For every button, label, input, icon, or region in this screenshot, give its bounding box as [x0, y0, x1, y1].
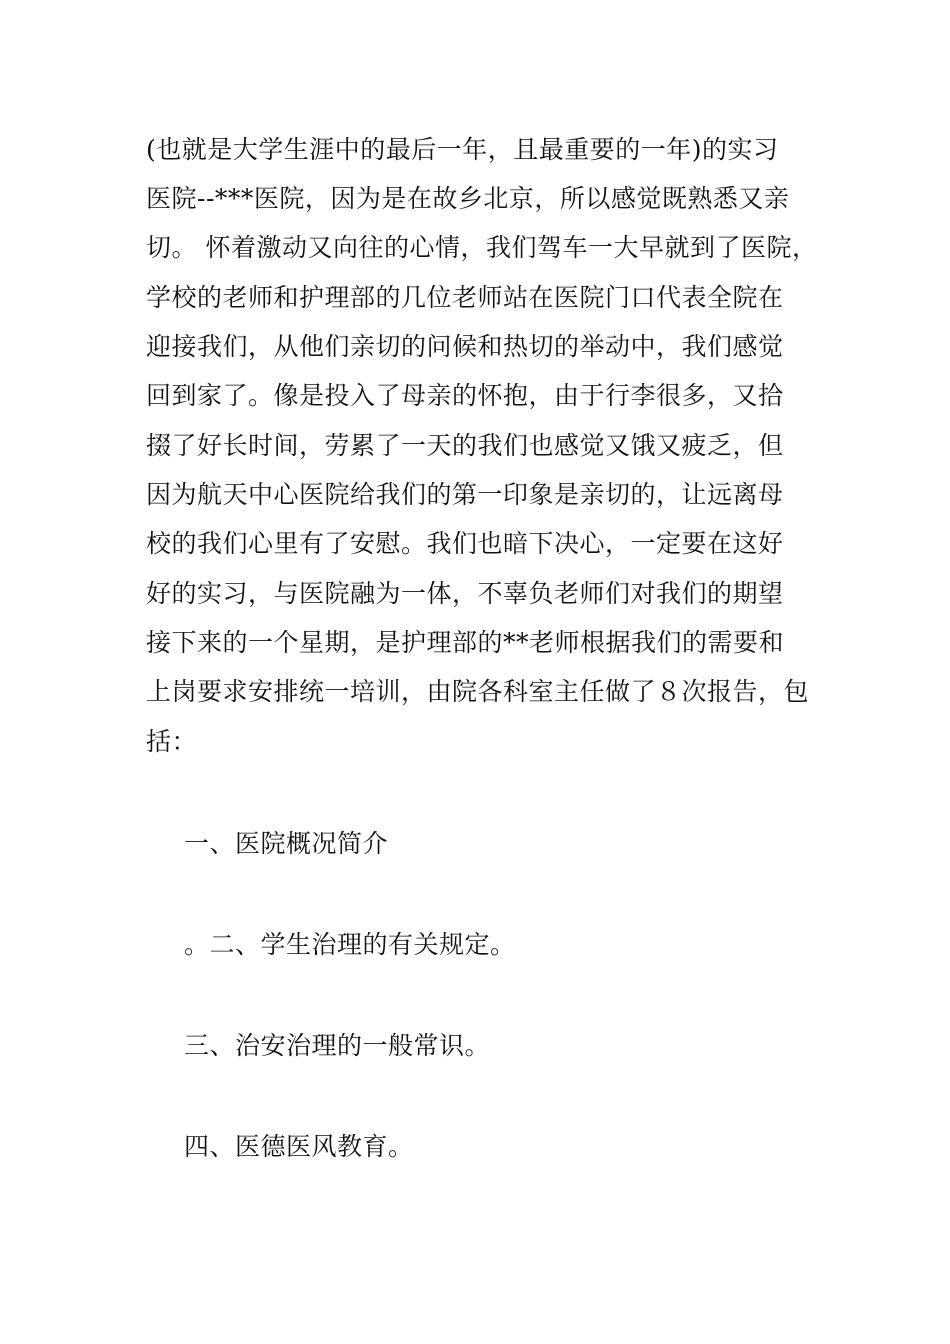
paragraph-line-4: 学校的老师和护理部的几位老师站在医院门口代表全院在: [146, 283, 784, 312]
paragraph-line-7: 掇了好长时间，劳累了一天的我们也感觉又饿又疲乏，但: [146, 431, 784, 460]
paragraph-line-9: 校的我们心里有了安慰。我们也暗下决心，一定要在这好: [146, 529, 784, 558]
list-item-1: 一、医院概况简介: [184, 829, 389, 858]
paragraph-line-13: 括：: [146, 727, 198, 756]
list-item-4: 四、医德医风教育。: [184, 1132, 414, 1161]
paragraph-line-12: 上岗要求安排统一培训，由院各科室主任做了８次报告，包: [146, 677, 810, 706]
paragraph-line-11: 接下来的一个星期，是护理部的**老师根据我们的需要和: [146, 628, 785, 657]
paragraph-line-3: 切。 怀着激动又向往的心情，我们驾车一大早就到了医院，: [146, 233, 818, 262]
list-item-2: 。二、学生治理的有关规定。: [184, 930, 516, 959]
paragraph-line-6: 回到家了。像是投入了母亲的怀抱，由于行李很多，又拾: [146, 381, 784, 410]
paragraph-line-10: 好的实习，与医院融为一体，不辜负老师们对我们的期望: [146, 579, 784, 608]
paragraph-line-8: 因为航天中心医院给我们的第一印象是亲切的，让远离母: [146, 480, 784, 509]
list-item-3: 三、治安治理的一般常识。: [184, 1031, 491, 1060]
paragraph-line-5: 迎接我们，从他们亲切的问候和热切的举动中，我们感觉: [146, 332, 784, 361]
paragraph-line-1: (也就是大学生涯中的最后一年，且最重要的一年)的实习: [146, 135, 779, 164]
paragraph-line-2: 医院--***医院，因为是在故乡北京，所以感觉既熟悉又亲: [146, 184, 790, 213]
